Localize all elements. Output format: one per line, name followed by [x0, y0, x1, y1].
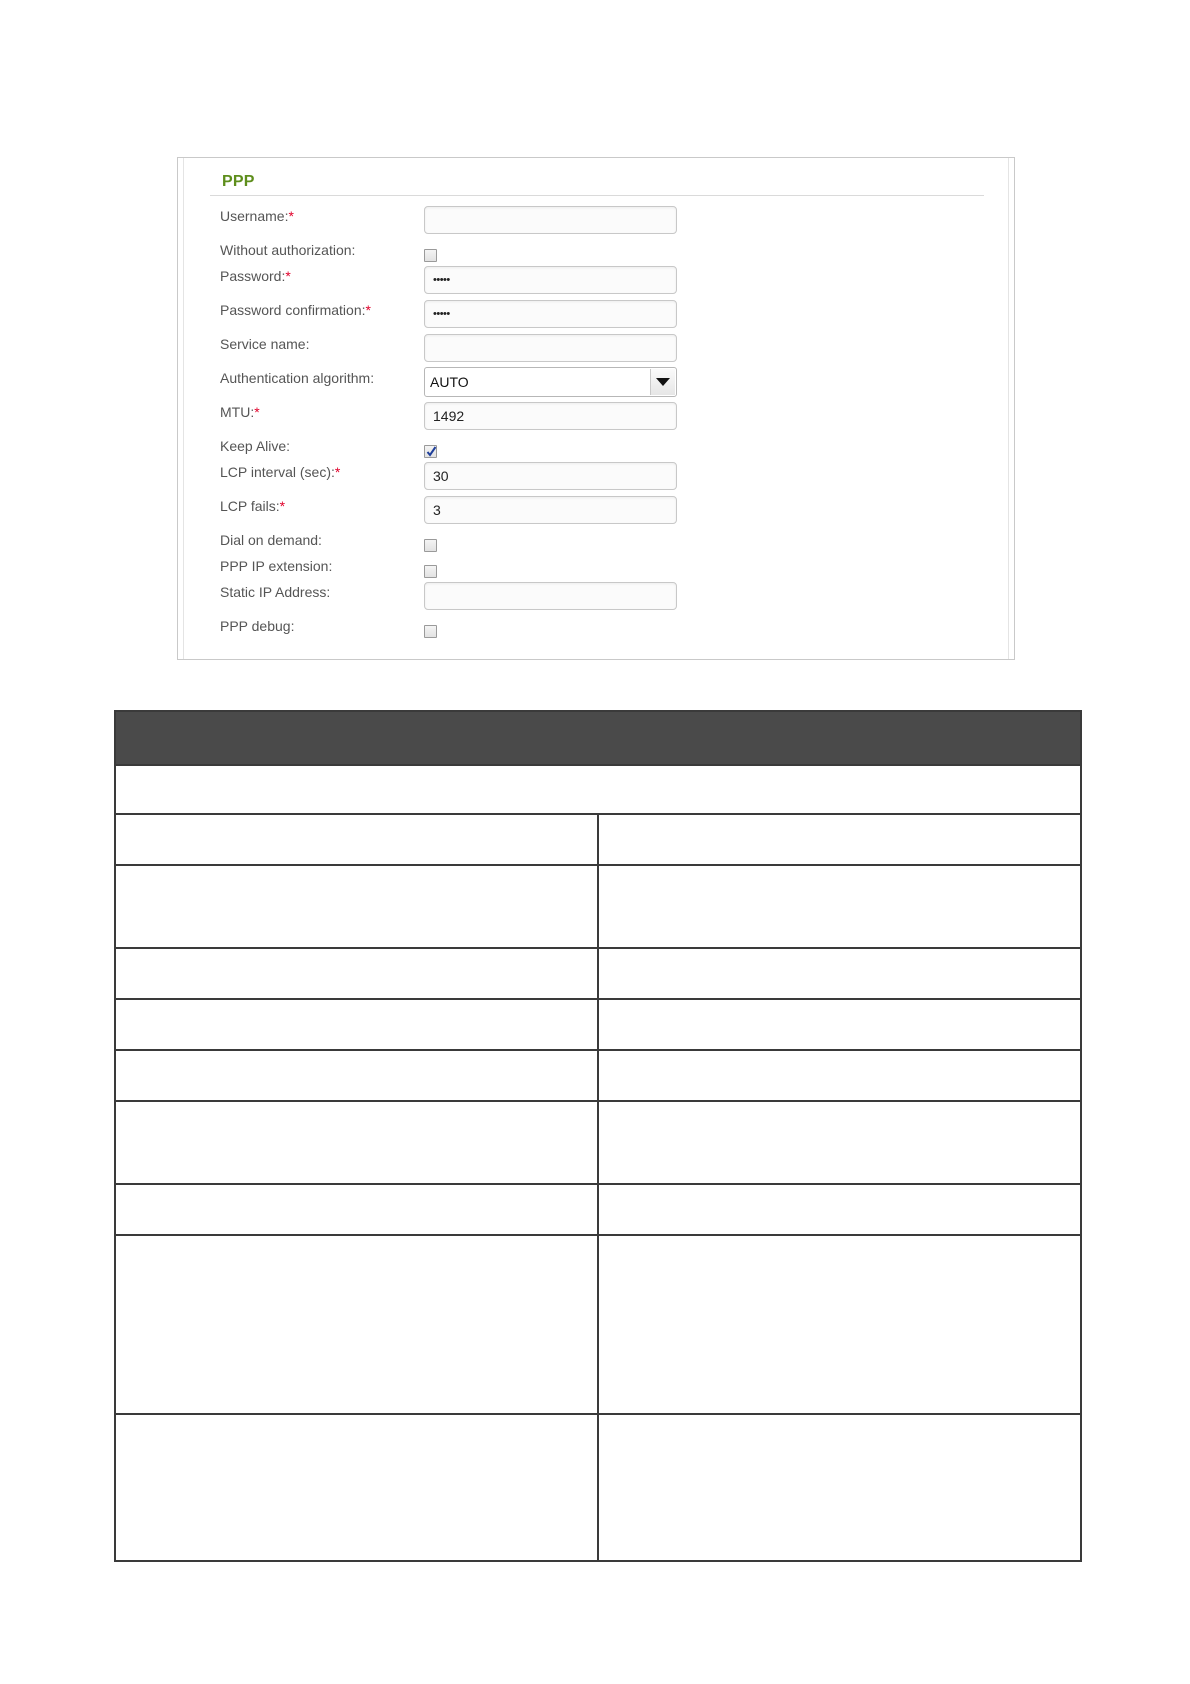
checkmark-icon — [425, 445, 438, 458]
dial-on-demand-label: Dial on demand: — [220, 532, 322, 548]
table-cell-parameter — [115, 948, 598, 999]
ppp-ip-extension-label: PPP IP extension: — [220, 558, 333, 574]
required-mark: * — [365, 302, 371, 318]
table-row — [115, 1184, 1081, 1235]
mtu-input[interactable]: 1492 — [424, 402, 677, 430]
password-confirmation-input[interactable]: ••••• — [424, 300, 677, 328]
username-input[interactable] — [424, 206, 677, 234]
table-row — [115, 865, 1081, 948]
table-cell-description — [598, 865, 1081, 948]
dropdown-arrow-button[interactable] — [650, 369, 675, 395]
table-header-row — [115, 711, 1081, 765]
table-cell-description — [598, 999, 1081, 1050]
table-section-row — [115, 765, 1081, 814]
keep-alive-checkbox[interactable] — [424, 445, 437, 458]
table-cell-parameter — [115, 1050, 598, 1101]
section-divider — [210, 195, 984, 196]
table-cell-description — [598, 1050, 1081, 1101]
auth-algorithm-value: AUTO — [430, 374, 469, 390]
lcp-interval-input[interactable]: 30 — [424, 462, 677, 490]
service-name-label: Service name: — [220, 336, 310, 352]
password-confirmation-label-text: Password confirmation: — [220, 302, 366, 318]
table-cell-description — [598, 1235, 1081, 1414]
required-mark: * — [279, 498, 286, 514]
table-cell-parameter — [115, 1414, 598, 1561]
ppp-debug-checkbox[interactable] — [424, 625, 437, 638]
table-row — [115, 1101, 1081, 1184]
dial-on-demand-checkbox[interactable] — [424, 539, 437, 552]
ppp-ip-extension-checkbox[interactable] — [424, 565, 437, 578]
table-cell-description — [598, 1101, 1081, 1184]
lcp-fails-label — [220, 498, 285, 514]
required-mark: * — [254, 404, 260, 420]
mtu-label-text: MTU: — [220, 404, 255, 420]
table-header-cell — [115, 711, 1081, 765]
table-cell-parameter — [115, 999, 598, 1050]
lcp-fails-input[interactable]: 3 — [424, 496, 677, 524]
table-row — [115, 948, 1081, 999]
table-cell-description — [598, 1184, 1081, 1235]
required-mark: * — [334, 464, 341, 480]
section-title: PPP — [222, 173, 255, 190]
required-mark: * — [288, 208, 294, 224]
service-name-input[interactable] — [424, 334, 677, 362]
without-authorization-checkbox[interactable] — [424, 249, 437, 262]
table-cell-parameter — [115, 1184, 598, 1235]
table-section-cell — [115, 765, 1081, 814]
table-cell-description — [598, 1414, 1081, 1561]
mtu-label — [220, 404, 260, 420]
table-cell-description — [598, 948, 1081, 999]
table-cell-parameter — [115, 1235, 598, 1414]
password-confirmation-label — [220, 302, 371, 318]
static-ip-input[interactable] — [424, 582, 677, 610]
ppp-settings-panel — [177, 157, 1015, 660]
lcp-interval-label-text: LCP interval (sec): — [220, 464, 335, 480]
table-row — [115, 814, 1081, 865]
static-ip-label: Static IP Address: — [220, 584, 331, 600]
table-cell-parameter — [115, 814, 598, 865]
username-label — [220, 208, 294, 224]
required-mark: * — [285, 268, 291, 284]
username-label-text: Username: — [220, 208, 289, 224]
panel-right-border — [1008, 158, 1009, 659]
auth-algorithm-select[interactable] — [424, 367, 677, 397]
table-cell-parameter — [115, 865, 598, 948]
password-input[interactable]: ••••• — [424, 266, 677, 294]
keep-alive-label: Keep Alive: — [220, 438, 291, 454]
password-label — [220, 268, 291, 284]
table-row — [115, 1235, 1081, 1414]
table-row — [115, 999, 1081, 1050]
password-label-text: Password: — [220, 268, 286, 284]
chevron-down-icon — [656, 378, 670, 386]
table-row — [115, 1050, 1081, 1101]
lcp-fails-label-text: LCP fails: — [220, 498, 280, 514]
lcp-interval-label — [220, 464, 340, 480]
parameters-table — [114, 710, 1082, 1562]
table-row — [115, 1414, 1081, 1561]
without-authorization-label: Without authorization: — [220, 242, 356, 258]
auth-algorithm-label: Authentication algorithm: — [220, 370, 375, 386]
table-cell-description — [598, 814, 1081, 865]
ppp-debug-label: PPP debug: — [220, 618, 295, 634]
table-cell-parameter — [115, 1101, 598, 1184]
